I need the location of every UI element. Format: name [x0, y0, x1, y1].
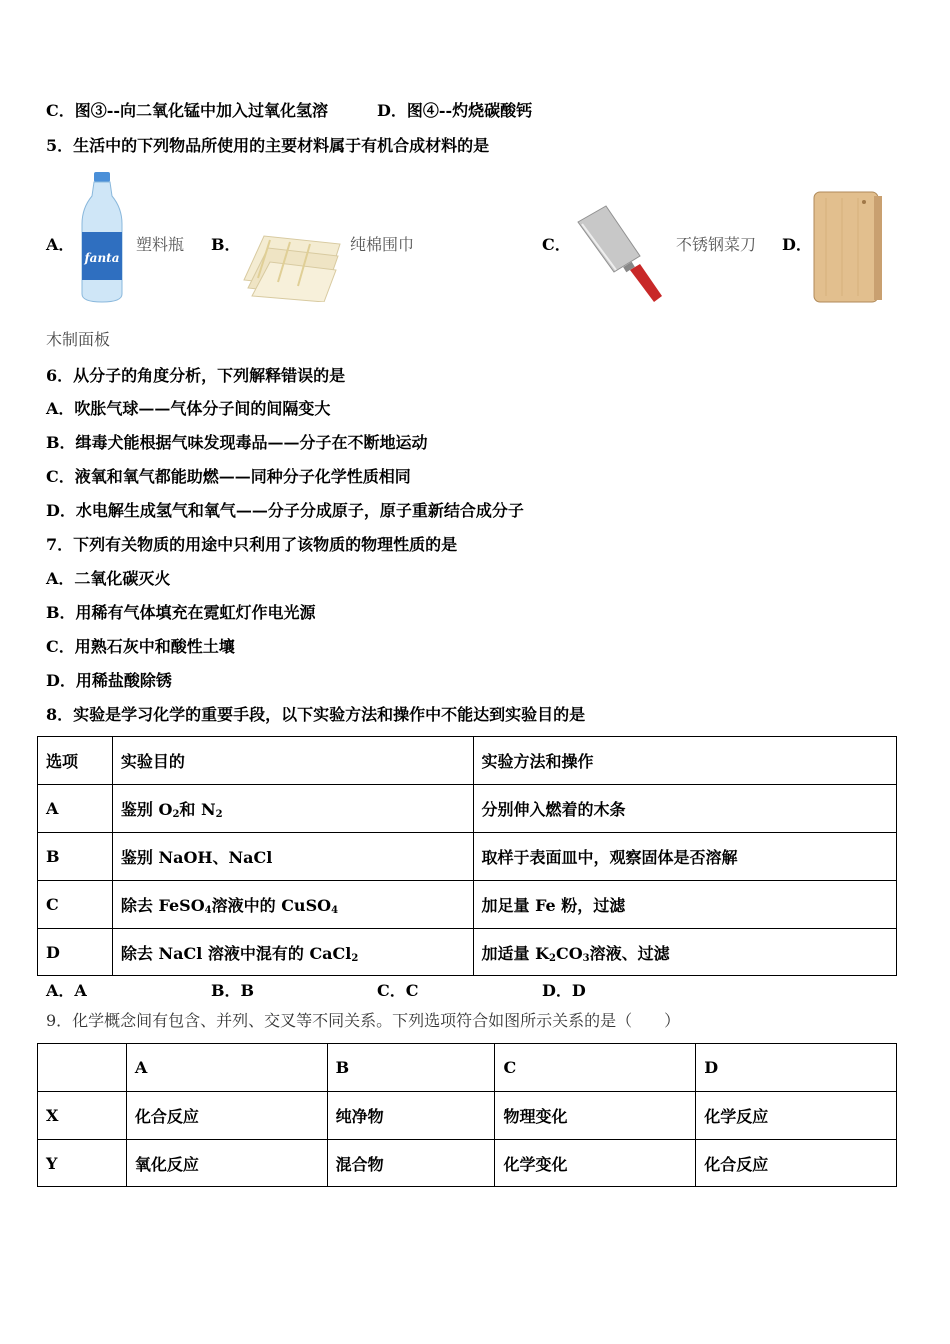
q7-option-c: C．用熟石灰中和酸性土壤: [46, 637, 235, 656]
q7-stem: 7．下列有关物质的用途中只利用了该物质的物理性质的是: [46, 535, 458, 554]
q9-header-d: D: [696, 1044, 897, 1092]
q9-header-b: B: [327, 1044, 495, 1092]
q9-row-y-d: 化合反应: [696, 1140, 897, 1187]
q8-row-c-method: 加足量 Fe 粉，过滤: [473, 881, 897, 929]
q5-option-d-text: 木制面板: [46, 330, 111, 349]
q6-option-d: D．水电解生成氢气和氧气——分子分成原子，原子重新结合成分子: [46, 501, 524, 520]
q8-row-a-option: A: [38, 785, 113, 833]
q8-row-c-purpose: 除去 FeSO$_4$溶液中的 CuSO$_4$: [112, 881, 473, 929]
q8-answer-c: C．C: [377, 981, 419, 1000]
q8-row-a-purpose: 鉴别 $O_2$和 $N_2$: [112, 785, 473, 833]
q8-header-row: [38, 737, 897, 785]
q5-option-c-label: C．: [542, 235, 571, 254]
q7-option-a: A．二氧化碳灭火: [46, 569, 171, 588]
q9-row-x-c: 物理变化: [495, 1092, 696, 1140]
q8-row-b-method: 取样于表面皿中，观察固体是否溶解: [473, 833, 897, 881]
q7-option-b: B．用稀有气体填充在霓虹灯作电光源: [46, 603, 316, 622]
q8-row-a-method: 分别伸入燃着的木条: [473, 785, 897, 833]
bottle-brand-text: fanta: [84, 251, 120, 265]
q7-option-d: D．用稀盐酸除锈: [46, 671, 172, 690]
q8-answer-d: D．D: [542, 981, 586, 1000]
q8-row-b-purpose: 鉴别 NaOH、NaCl: [112, 833, 473, 881]
q8-row-a: [38, 785, 897, 833]
q5-option-b-text: 纯棉围巾: [350, 235, 415, 254]
q9-row-x-a: 化合反应: [126, 1092, 327, 1140]
q8-row-c: [38, 881, 897, 929]
kitchen-knife-picture: [574, 204, 666, 304]
q9-row-x: [38, 1092, 897, 1140]
q9-header-c: C: [495, 1044, 696, 1092]
q5-option-d-label: D．: [782, 235, 812, 254]
q6-option-a: A．吹胀气球——气体分子间的间隔变大: [46, 399, 331, 418]
q5-option-a-label: A．: [46, 235, 75, 254]
q6-stem: 6．从分子的角度分析，下列解释错误的是: [46, 366, 346, 385]
q6-option-c: C．液氧和氧气都能助燃——同种分子化学性质相同: [46, 467, 411, 486]
q9-row-y: [38, 1140, 897, 1187]
q8-header-option: 选项: [38, 737, 113, 785]
q6-option-b: B．缉毒犬能根据气味发现毒品——分子在不断地运动: [46, 433, 428, 452]
q8-row-d-method: 加适量 $K_2CO_3$溶液、过滤: [473, 929, 897, 976]
q9-row-x-d: 化学反应: [696, 1092, 897, 1140]
q9-row-y-label: Y: [38, 1140, 127, 1187]
q4-option-d: D．图④--灼烧碳酸钙: [377, 101, 533, 120]
q8-row-d: [38, 929, 897, 976]
q9-row-y-b: 混合物: [327, 1140, 495, 1187]
q8-table: [37, 736, 897, 976]
q4-option-c: C．图③--向二氧化锰中加入过氧化氢溶: [46, 101, 329, 120]
q8-row-d-purpose: 除去 NaCl 溶液中混有的 CaCl$_2$: [112, 929, 473, 976]
wooden-board-picture: [812, 188, 886, 306]
q9-row-x-b: 纯净物: [327, 1092, 495, 1140]
q5-option-b-label: B．: [211, 235, 241, 254]
q9-row-y-c: 化学变化: [495, 1140, 696, 1187]
q8-header-method: 实验方法和操作: [473, 737, 897, 785]
q5-stem: 5．生活中的下列物品所使用的主要材料属于有机合成材料的是: [46, 136, 490, 155]
plastic-bottle-picture: [76, 172, 128, 304]
q8-row-b-option: B: [38, 833, 113, 881]
q8-row-b: [38, 833, 897, 881]
q8-stem: 8．实验是学习化学的重要手段，以下实验方法和操作中不能达到实验目的是: [46, 705, 586, 724]
q9-header-blank: [38, 1044, 127, 1092]
q9-table: [37, 1043, 897, 1187]
q8-answer-a: A．A: [46, 981, 87, 1000]
q9-row-y-a: 氧化反应: [126, 1140, 327, 1187]
q8-row-d-option: D: [38, 929, 113, 976]
q9-header-a: A: [126, 1044, 327, 1092]
q8-header-purpose: 实验目的: [112, 737, 473, 785]
q9-row-x-label: X: [38, 1092, 127, 1140]
q9-header-row: [38, 1044, 897, 1092]
q5-option-c-text: 不锈钢菜刀: [676, 235, 757, 254]
q8-row-c-option: C: [38, 881, 113, 929]
q9-stem: 9．化学概念间有包含、并列、交叉等不同关系。下列选项符合如图所示关系的是（ ）: [46, 1011, 681, 1030]
q5-option-a-text: 塑料瓶: [136, 235, 185, 254]
cotton-scarf-picture: [240, 222, 344, 302]
q8-answer-b: B．B: [211, 981, 255, 1000]
